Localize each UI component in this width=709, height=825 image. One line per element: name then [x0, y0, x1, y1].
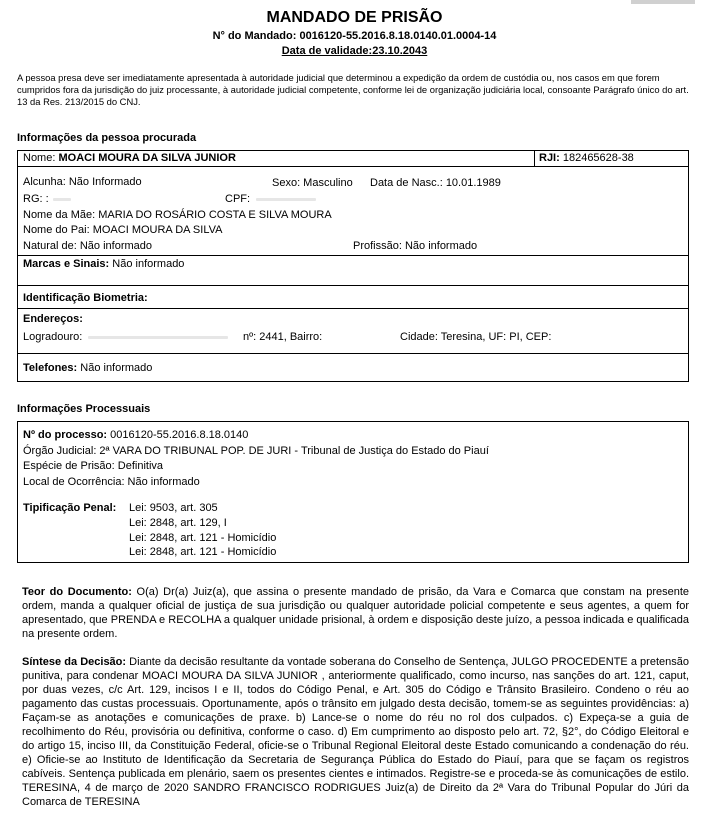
penal-law-item: Lei: 2848, art. 121 - Homicídio [129, 532, 277, 544]
redacted-value [256, 198, 316, 201]
prison-type: Espécie de Prisão: Definitiva [23, 460, 164, 472]
phones-field: Telefones: Não informado [23, 362, 153, 374]
addresses-label: Endereços: [23, 313, 83, 325]
redacted-value [53, 198, 71, 201]
redacted-value [88, 336, 228, 339]
divider [17, 353, 689, 354]
address-number: nº: 2441, Bairro: [243, 331, 323, 343]
city-field: Cidade: Teresina, UF: PI, CEP: [400, 331, 552, 343]
person-name: Nome: MOACI MOURA DA SILVA JUNIOR [23, 152, 236, 164]
father-name: Nome do Pai: MOACI MOURA DA SILVA [23, 224, 223, 236]
section-title-pessoa: Informações da pessoa procurada [17, 132, 197, 144]
mandado-number: N° do Mandado: 0016120-55.2016.8.18.0140.01.0004-14 [212, 30, 497, 42]
penal-law-item: Lei: 9503, art. 305 [129, 502, 218, 514]
divider [534, 150, 535, 166]
process-info-box [17, 421, 689, 563]
alcunha: Alcunha: Não Informado [23, 176, 142, 188]
divider [17, 166, 689, 167]
cropped-page-fragment [631, 0, 695, 4]
rji-field: RJI: 182465628-38 [539, 152, 634, 164]
divider [17, 255, 689, 256]
rg-field: RG: : [23, 193, 71, 206]
decision-summary: Síntese da Decisão: Diante da decisão resultante da vontade soberana do Conselho de Sentença, JULGO PROCEDENTE a pretensão punitiva, para condenar MOACI MOURA DA SILVA JUNIOR , anteriormente qualificado, como incurso, nas sanções do art. 121, caput, por duas vezes, c/c Art. 129, incisos I e II, todos do Código Penal, e Art. 305 do Código e Trânsito Brasileiro. Condeno o réu ao pagamento das custas processuais. Oportunamente, após o trânsito em julgado desta decisão, tomem-se as seguintes providências: a) Façam-se as anotações e comunicações de praxe. b) Lance-se o nome do réu no rol dos culpados. c) Expeça-se a guia de recolhimento do Réu, provisória ou definitiva, conforme o caso. d) Em cumprimento ao disposto pelo art. 72, §2°, do Código Eleitoral e do artigo 15, inciso III, da Constituição Federal, oficie-se o Tribunal Regional Eleitoral deste Estado comunicando a condenação do réu. e) Oficie-se ao Instituto de Identificação da Secretaria de Segurança Pública do Estado do Piauí, para que se façam os registros cabíveis. Sentença publicada em plenário, saem os presentes cientes e intimados. Registre-se e proceda-se às comunicações de estilo. TERESINA, 4 de março de 2020 SANDRO FRANCISCO RODRIGUES Juiz(a) de Direito da 2ª Vara do Tribunal Popular do Júri da Comarca de TERESINA [22, 656, 689, 808]
penal-typification-label: Tipificação Penal: [23, 502, 117, 514]
cpf-field: CPF: [225, 193, 316, 206]
occurrence-location: Local de Ocorrência: Não informado [23, 476, 200, 488]
birthplace: Natural de: Não informado [23, 240, 153, 252]
profession: Profissão: Não informado [353, 240, 478, 252]
penal-law-item: Lei: 2848, art. 129, I [129, 517, 227, 529]
biometrics-label: Identificação Biometria: [23, 292, 148, 304]
marks-field: Marcas e Sinais: Não informado [23, 258, 185, 270]
mother-name: Nome da Mãe: MARIA DO ROSÁRIO COSTA E SILVA MOURA [23, 209, 332, 221]
divider [17, 285, 689, 286]
penal-law-item: Lei: 2848, art. 121 - Homicídio [129, 546, 277, 558]
document-title: MANDADO DE PRISÃO [266, 9, 443, 26]
validity-date: Data de validade:23.10.2043 [281, 45, 428, 57]
intro-paragraph: A pessoa presa deve ser imediatamente apresentada à autoridade judicial que determinou a expedição da ordem de custódia ou, nos casos em que forem cumpridos fora da jurisdição do juiz processante, à autoridade judicial competente, conforme lei de organização judiciária local, consoante Parágrafo único do art. 13 da Res. 213/2015 do CNJ. [17, 72, 689, 107]
document-content: Teor do Documento: O(a) Dr(a) Juiz(a), que assina o presente mandado de prisão, da Vara e Comarca que constam na presente ordem, manda a qualquer oficial de justiça de sua jurisdição ou qualquer autoridade policial competente e seus agentes, a quem for apresentado, que PRENDA e RECOLHA a qualquer unidade prisional, à ordem e disposição deste juízo, a pessoa indicada e qualificada na presente ordem. [22, 586, 690, 640]
section-title-processo: Informações Processuais [17, 403, 151, 415]
judicial-organ: Órgão Judicial: 2ª VARA DO TRIBUNAL POP. DE JURI - Tribunal de Justiça do Estado do Piauí [23, 445, 489, 457]
street-field: Logradouro: [23, 331, 228, 344]
sexo: Sexo: Masculino [272, 177, 353, 189]
divider [17, 308, 689, 309]
birth-date: Data de Nasc.: 10.01.1989 [370, 177, 501, 189]
process-number: Nº do processo: 0016120-55.2016.8.18.0140 [23, 429, 249, 441]
